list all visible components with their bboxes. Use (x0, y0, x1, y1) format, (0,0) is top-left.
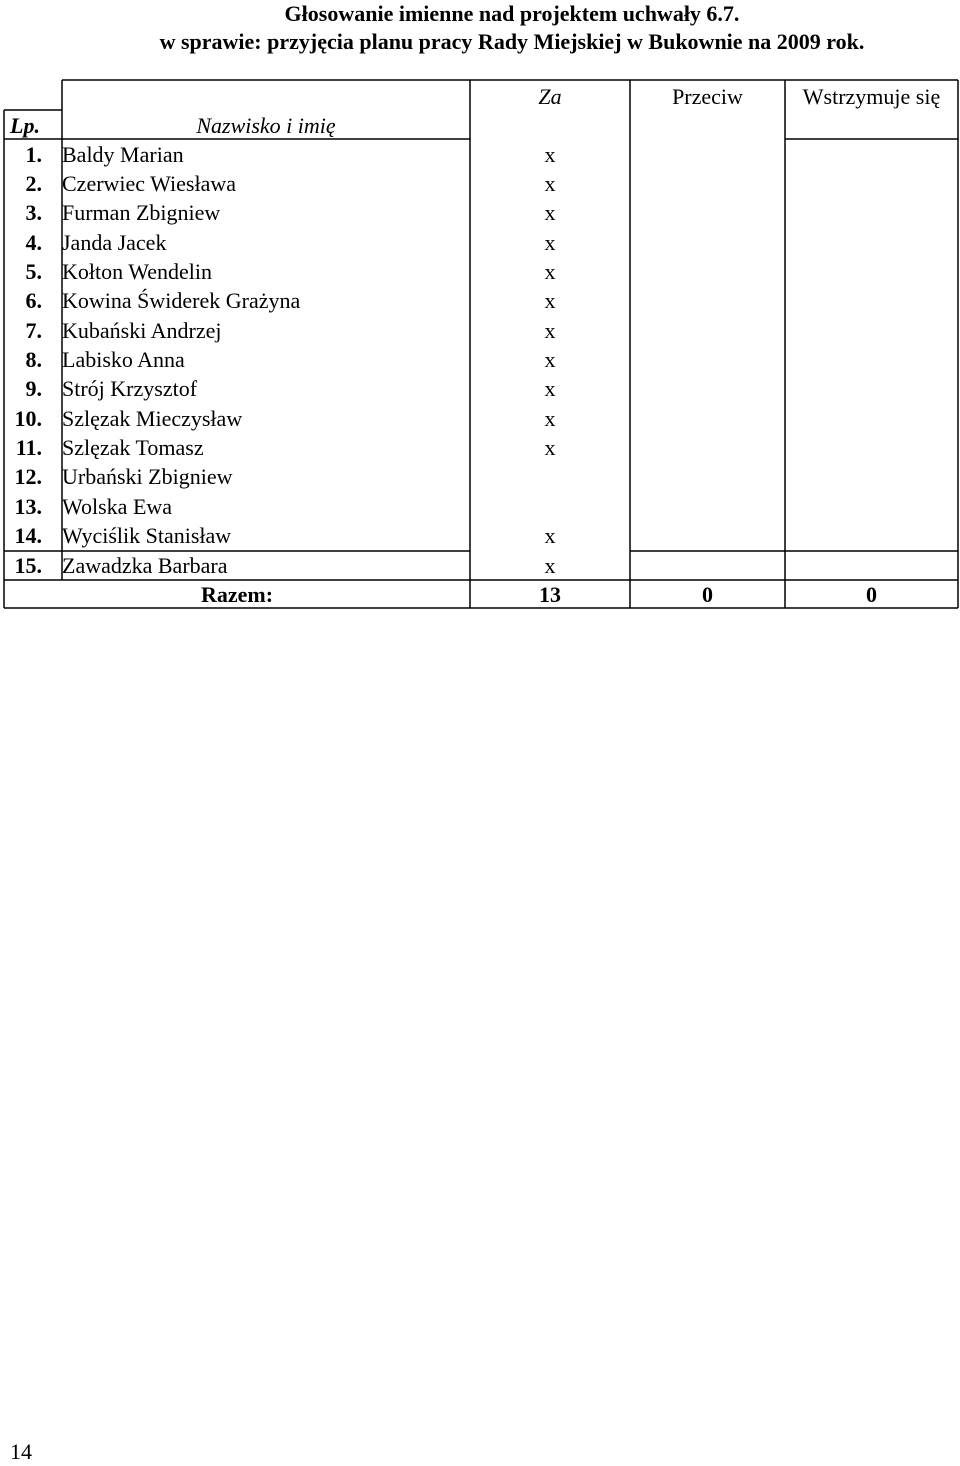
row-za: x (544, 142, 556, 167)
row-lp: 1. (25, 142, 42, 167)
header-przeciw: Przeciw (672, 84, 743, 109)
row-za: x (544, 259, 556, 284)
row-name: Czerwiec Wiesława (62, 171, 237, 196)
document-title: Głosowanie imienne nad projektem uchwały 6.7. (284, 1, 740, 26)
row-za: x (544, 523, 556, 548)
row-za: x (544, 406, 556, 431)
row-name: Labisko Anna (62, 347, 185, 372)
row-za: x (544, 553, 556, 578)
header-wstrzymuje: Wstrzymuje się (802, 84, 941, 109)
document-subtitle: w sprawie: przyjęcia planu pracy Rady Miejskiej w Bukownie na 2009 rok. (159, 29, 865, 54)
row-lp: 11. (15, 435, 42, 460)
row-lp: 3. (25, 200, 42, 225)
row-lp: 10. (14, 406, 42, 431)
header-lp: Lp. (10, 113, 40, 138)
row-name: Wyciślik Stanisław (62, 523, 232, 548)
row-name: Baldy Marian (62, 142, 184, 167)
row-name: Zawadzka Barbara (62, 553, 228, 578)
totals-za: 13 (539, 582, 561, 607)
row-lp: 13. (14, 494, 42, 519)
row-za: x (544, 376, 556, 401)
row-name: Urbański Zbigniew (62, 464, 233, 489)
row-za: x (544, 230, 556, 255)
row-lp: 14. (14, 523, 42, 548)
totals-przeciw: 0 (702, 582, 713, 607)
row-za: x (544, 288, 556, 313)
row-za: x (544, 200, 556, 225)
row-name: Wolska Ewa (62, 494, 173, 519)
page-number: 14 (10, 1439, 32, 1464)
row-name: Janda Jacek (62, 230, 167, 255)
row-lp: 9. (25, 376, 42, 401)
row-name: Strój Krzysztof (62, 376, 198, 401)
row-name: Furman Zbigniew (62, 200, 221, 225)
header-name: Nazwisko i imię (196, 113, 336, 138)
row-name: Kubański Andrzej (62, 318, 222, 343)
row-za: x (544, 318, 556, 343)
row-lp: 7. (25, 318, 42, 343)
row-lp: 4. (25, 230, 42, 255)
header-za: Za (538, 84, 562, 109)
row-name: Kołton Wendelin (62, 259, 212, 284)
row-lp: 6. (25, 288, 42, 313)
row-za: x (544, 347, 556, 372)
totals-wstrzymuje: 0 (866, 582, 877, 607)
row-lp: 12. (14, 464, 42, 489)
row-lp: 15. (14, 553, 42, 578)
row-lp: 2. (25, 171, 42, 196)
row-za: x (544, 435, 556, 460)
row-za: x (544, 171, 556, 196)
totals-label: Razem: (200, 582, 274, 607)
row-lp: 8. (25, 347, 42, 372)
row-name: Szlęzak Tomasz (62, 435, 204, 460)
row-name: Kowina Świderek Grażyna (62, 288, 301, 313)
row-name: Szlęzak Mieczysław (62, 406, 243, 431)
row-lp: 5. (25, 259, 42, 284)
